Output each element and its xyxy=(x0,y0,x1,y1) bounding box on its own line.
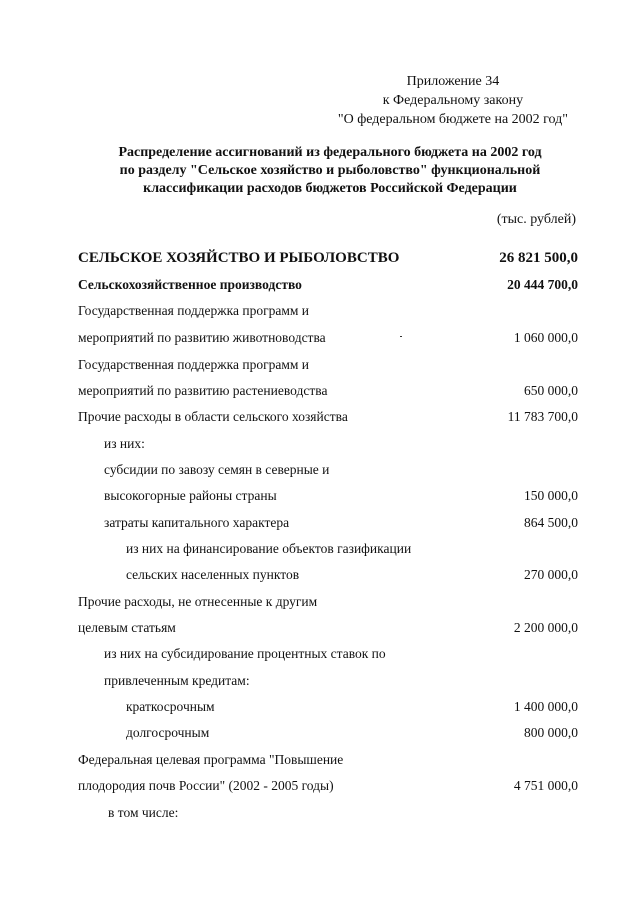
row-label: Прочие расходы в области сельского хозяйства xyxy=(78,409,348,424)
annex-law-ref: к Федеральному закону xyxy=(382,93,524,108)
row-label: Федеральная целевая программа "Повышение xyxy=(78,752,344,767)
row-label: привлеченным кредитам: xyxy=(104,673,250,688)
row-label: в том числе: xyxy=(108,805,179,820)
row-label: Сельскохозяйственное производство xyxy=(78,277,302,292)
title-line-2: по разделу "Сельское хозяйство и рыболовство" функциональной xyxy=(119,163,541,178)
row-label: краткосрочным xyxy=(126,699,215,714)
scan-speck xyxy=(400,336,402,337)
row-value: 864 500,0 xyxy=(524,515,578,530)
row-value: 11 783 700,0 xyxy=(507,409,578,424)
row-label: Прочие расходы, не отнесенные к другим xyxy=(78,594,318,609)
row-label: СЕЛЬСКОЕ ХОЗЯЙСТВО И РЫБОЛОВСТВО xyxy=(78,250,400,266)
row-label: Государственная поддержка программ и xyxy=(78,303,310,318)
row-label: сельских населенных пунктов xyxy=(126,567,300,582)
row-label: затраты капитального характера xyxy=(104,515,290,530)
row-value: 150 000,0 xyxy=(524,488,578,503)
document-title xyxy=(80,144,580,198)
row-label: из них на субсидирование процентных ставок по xyxy=(104,646,386,661)
row-label: мероприятий по развитию растениеводства xyxy=(78,383,328,398)
row-label: плодородия почв России" (2002 - 2005 годы) xyxy=(78,778,334,793)
row-label: Государственная поддержка программ и xyxy=(78,357,310,372)
row-value: 800 000,0 xyxy=(524,725,578,740)
annex-header xyxy=(338,72,568,129)
annex-number: Приложение 34 xyxy=(406,74,500,89)
row-label: долгосрочным xyxy=(126,725,210,740)
row-value: 270 000,0 xyxy=(524,567,578,582)
row-label: из них: xyxy=(104,436,145,451)
row-label: мероприятий по развитию животноводства xyxy=(78,330,326,345)
unit-label: (тыс. рублей) xyxy=(496,212,576,227)
title-line-1: Распределение ассигнований из федерального бюджета на 2002 год xyxy=(118,145,542,160)
row-value: 2 200 000,0 xyxy=(513,620,578,635)
row-value: 26 821 500,0 xyxy=(499,250,578,266)
row-label: целевым статьям xyxy=(78,620,176,635)
row-value: 4 751 000,0 xyxy=(513,778,578,793)
row-label: субсидии по завозу семян в северные и xyxy=(104,462,330,477)
annex-law-name: "О федеральном бюджете на 2002 год" xyxy=(337,112,568,127)
row-value: 650 000,0 xyxy=(524,383,578,398)
row-label: высокогорные районы страны xyxy=(104,488,277,503)
row-label: из них на финансирование объектов газификации xyxy=(126,541,412,556)
row-value: 20 444 700,0 xyxy=(507,277,578,292)
title-line-3: классификации расходов бюджетов Российской Федерации xyxy=(143,181,517,196)
row-value: 1 060 000,0 xyxy=(513,330,578,345)
row-value: 1 400 000,0 xyxy=(513,699,578,714)
